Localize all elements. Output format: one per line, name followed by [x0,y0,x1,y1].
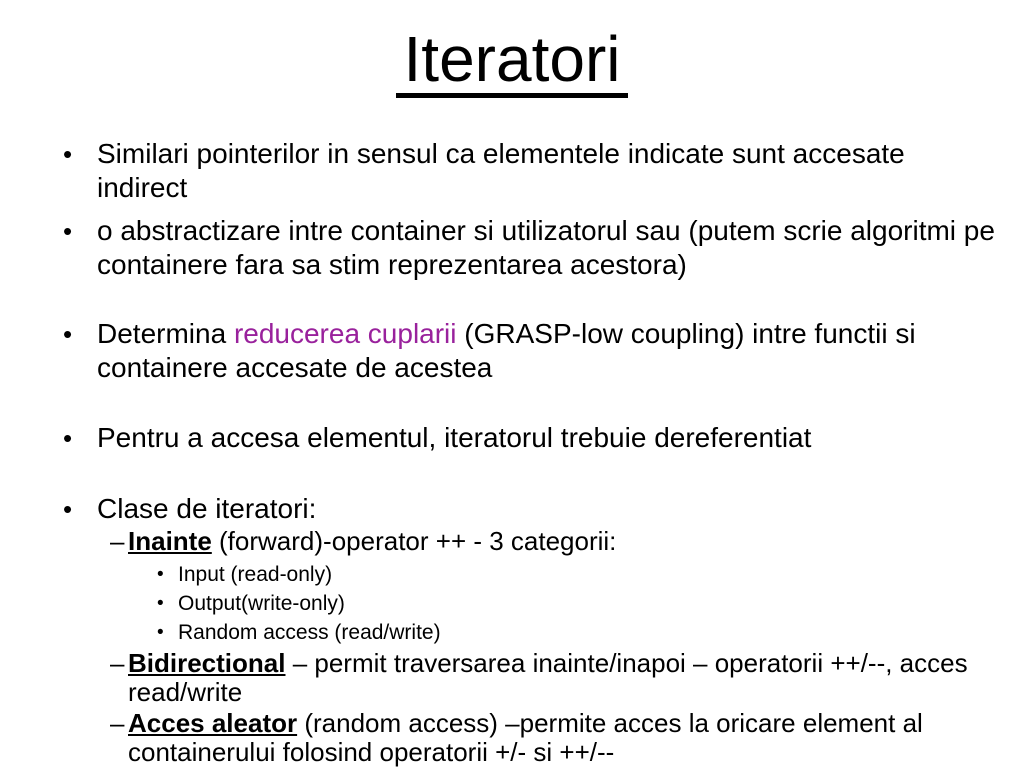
dash-icon: – [110,708,125,738]
subbullet-text: Input (read-only) [178,563,333,586]
text-line: containere fara sa stim reprezentarea acestora) [97,249,687,280]
lead-word-bidirectional: Bidirectional [128,648,286,678]
bullet-icon: • [63,139,73,169]
text-line: o abstractizare intre container si utilizatorul sau (putem scrie algoritmi pe [97,215,995,246]
text-segment: – permit traversarea inainte/inapoi – operatorii ++/--, acces [285,648,968,678]
dash-item-acces-aleator [0,709,1000,767]
subbullet-text: Random access (read/write) [178,621,441,644]
title-block [0,23,1024,98]
bullet-text [97,317,1000,385]
bullet-icon: • [63,494,73,524]
text-line [128,709,1000,738]
text-line: read/write [128,677,243,707]
dash-text [128,527,1000,556]
dash-icon: – [110,526,125,556]
text-segment: Determina [97,318,234,349]
bullet-icon: • [157,593,164,614]
bullet-icon: • [157,622,164,643]
bullet-item-abstractizare [0,214,1000,282]
bullet-text: Clase de iteratori: [97,493,317,524]
page-title: Iteratori [396,27,629,98]
bullet-item-similari [0,137,1000,205]
subbullet-item-input [0,562,1000,588]
highlight-reducerea-cuplarii: reducerea cuplarii [233,318,457,349]
lead-word-acces-aleator: Acces aleator [128,708,298,738]
lead-word-inainte: Inainte [128,526,212,556]
bullet-icon: • [63,423,73,453]
bullet-item-determina [0,317,1000,385]
text-segment: (GRASP-low coupling) intre functii si [456,318,916,349]
dash-item-bidirectional [0,649,1000,707]
subbullet-text: Output(write-only) [178,592,345,615]
text-segment: (forward)-operator ++ - 3 categorii: [211,526,617,556]
bullet-icon: • [63,319,73,349]
bullet-text: Pentru a accesa elementul, iteratorul trebuie dereferentiat [97,422,812,453]
bullet-text [97,214,1000,282]
text-line: containere accesate de acestea [97,352,493,383]
bullet-item-clase [0,492,1000,526]
subbullet-item-output [0,591,1000,617]
text-line [128,649,1000,678]
bullet-text: Similari pointerilor in sensul ca elementele indicate sunt accesate indirect [97,138,905,203]
bullet-icon: • [157,564,164,585]
dash-text [128,709,1000,767]
bullet-item-pentru [0,421,1000,455]
text-line: containerului folosind operatorii +/- si ++/-- [128,737,615,767]
subbullet-item-random [0,620,1000,646]
text-line [97,317,1000,351]
text-segment: (random access) –permite acces la oricare element al [297,708,923,738]
dash-icon: – [110,648,125,678]
bullet-icon: • [63,216,73,246]
dash-text [128,649,1000,707]
dash-item-inainte [0,527,1000,556]
